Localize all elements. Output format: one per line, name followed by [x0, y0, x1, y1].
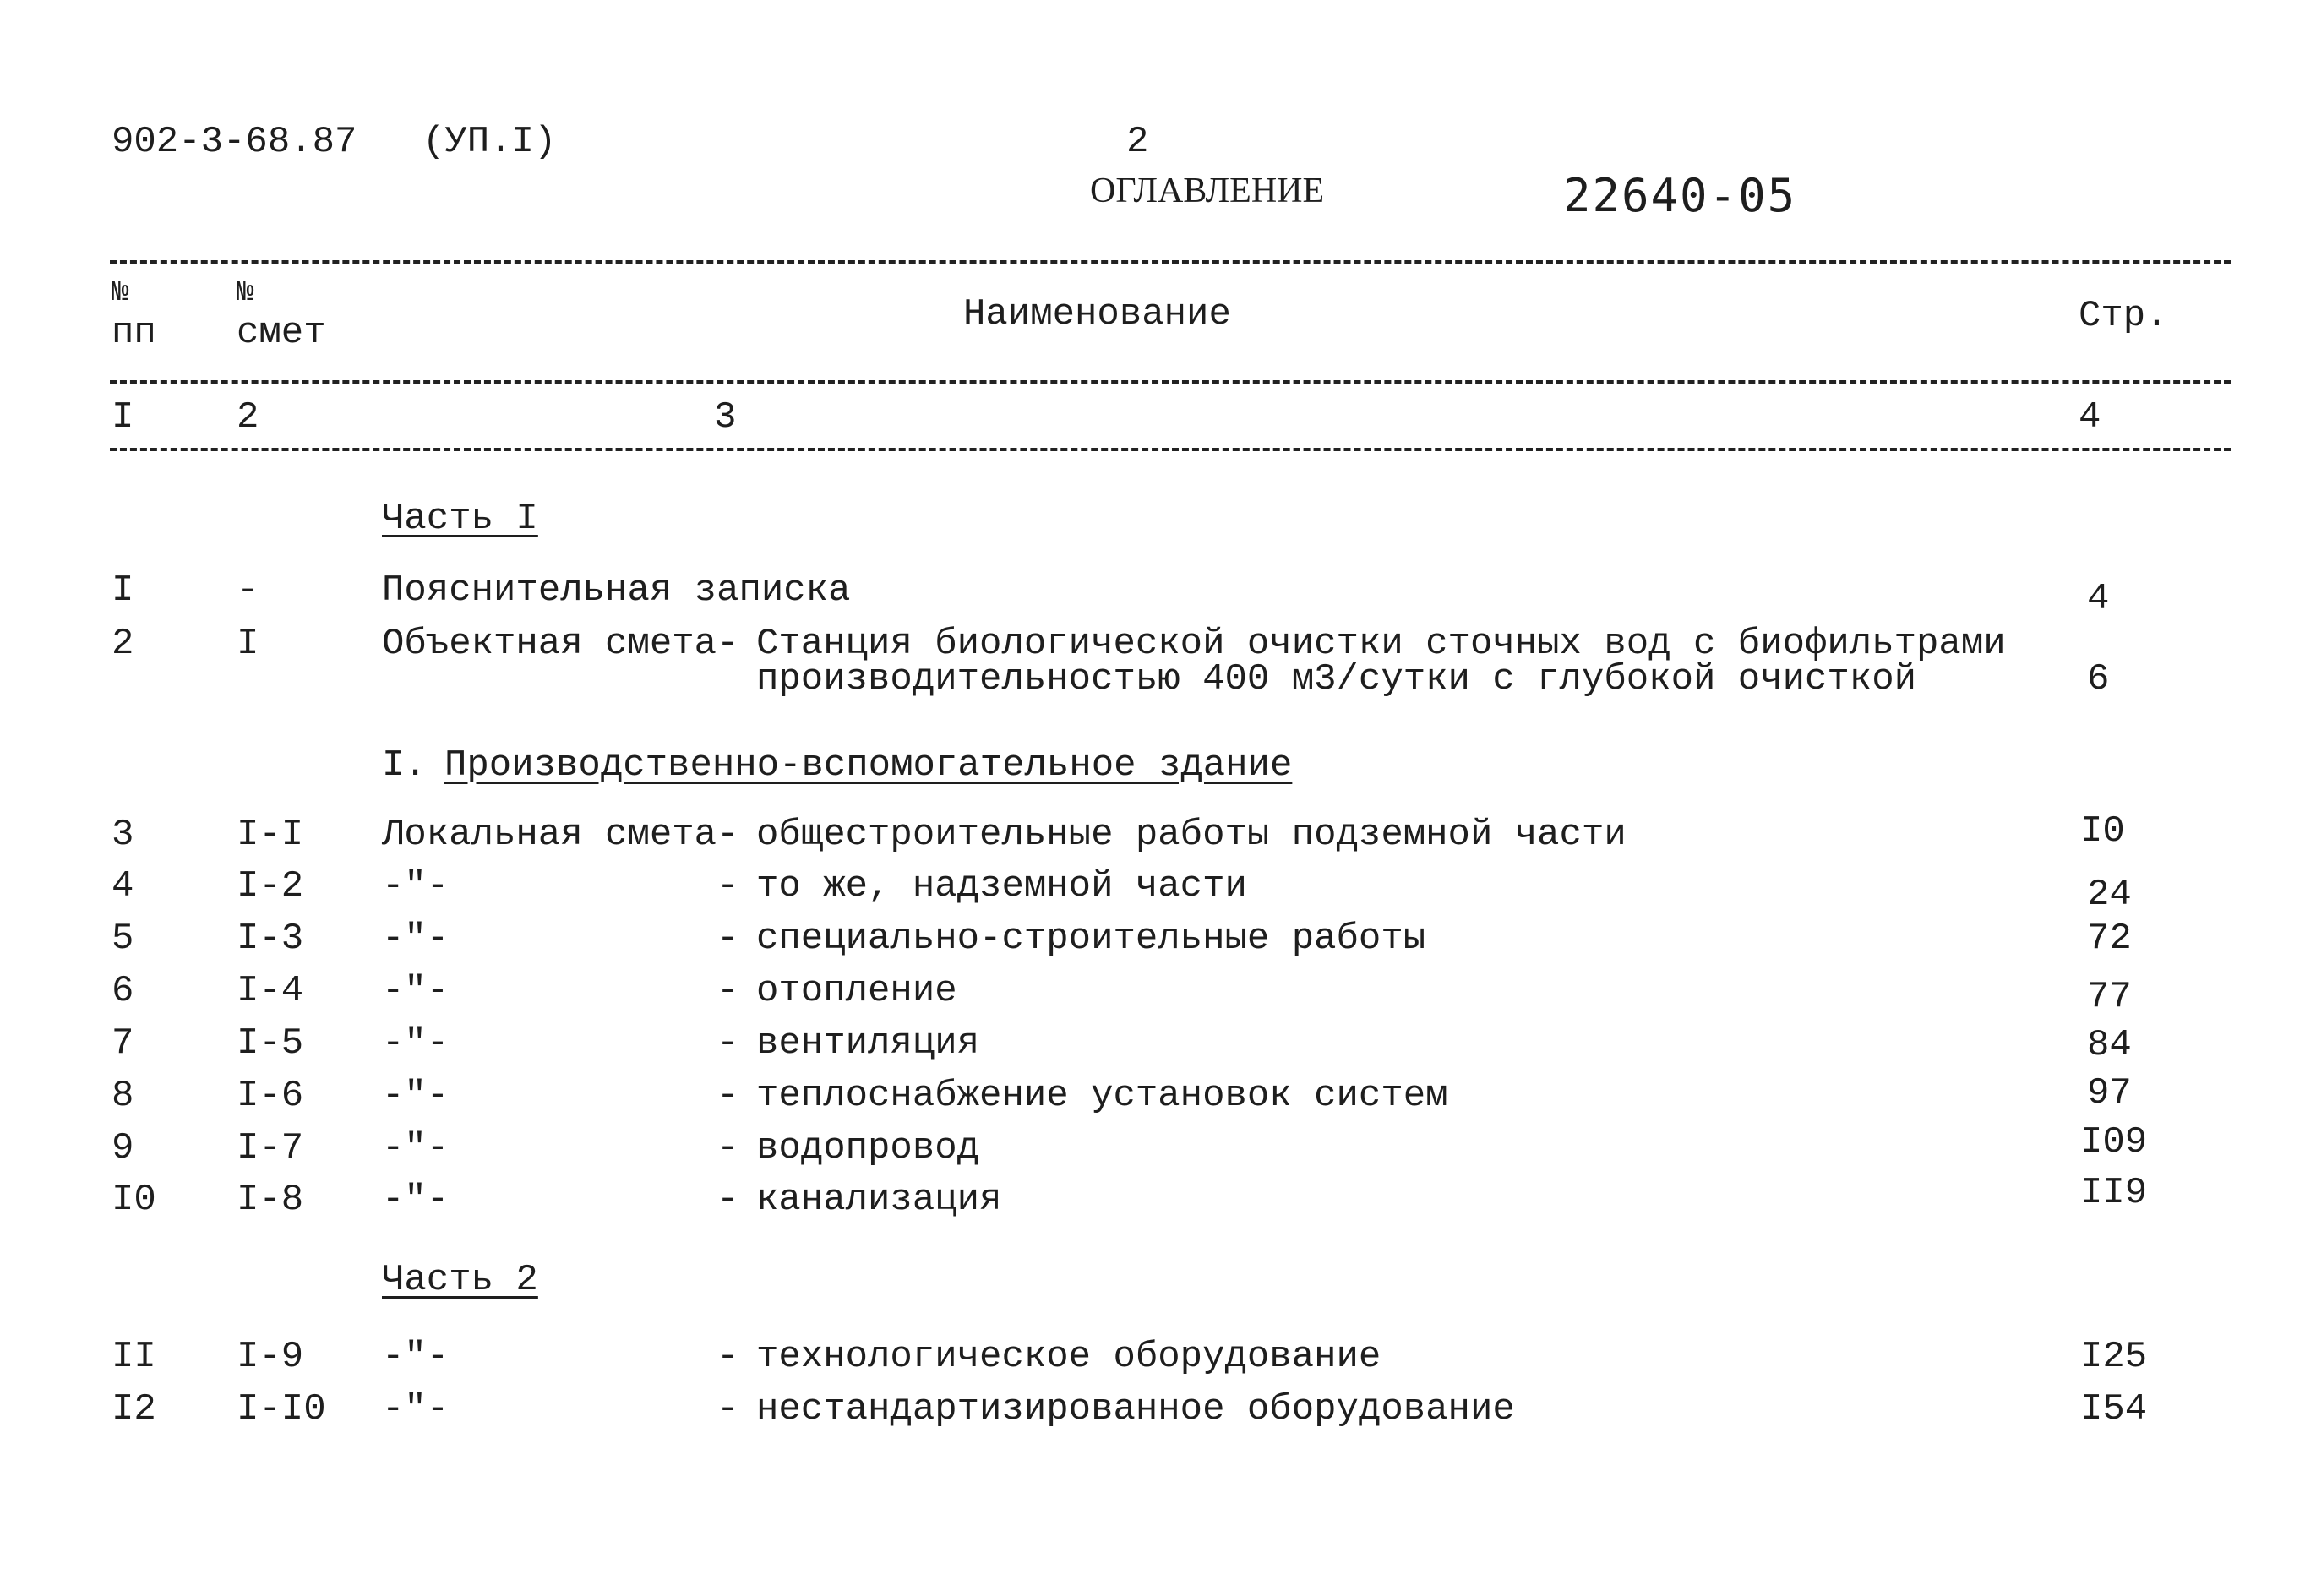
row-separator: - [717, 1388, 739, 1430]
col-page-header: Стр. [2079, 295, 2168, 337]
row-number: 2 [112, 623, 134, 665]
row-description: технологическое оборудование [756, 1336, 1381, 1378]
header-mid-rule [110, 380, 2231, 384]
row-description-line2: производительностью 400 м3/сутки с глубокой очисткой [756, 658, 1917, 700]
smeta-number: I-I0 [237, 1388, 326, 1430]
row-page: I09 [2080, 1121, 2148, 1163]
smeta-number: - [237, 569, 259, 612]
header-top-rule [110, 260, 2231, 264]
row-number: 6 [112, 970, 134, 1012]
part1-heading: Часть I [382, 498, 538, 540]
row-description: теплоснабжение установок систем [756, 1075, 1448, 1117]
col-smeta-label: смет [237, 312, 326, 354]
row-page: 4 [2087, 578, 2110, 620]
row-page: I54 [2080, 1388, 2148, 1430]
row-name: -"- [382, 1127, 450, 1169]
row-page: I0 [2080, 810, 2125, 852]
section1-heading: Производственно-вспомогательное здание [444, 744, 1293, 787]
column-number-2: 2 [237, 396, 259, 438]
document-code: 902-3-68.87 [112, 121, 357, 163]
row-description: отопление [756, 970, 957, 1012]
row-number: 4 [112, 865, 134, 907]
smeta-number: I-9 [237, 1336, 304, 1378]
row-page: 72 [2087, 918, 2132, 960]
row-number: 3 [112, 814, 134, 856]
row-page: 84 [2087, 1024, 2132, 1066]
row-separator: - [717, 1179, 739, 1221]
col-num-label: пп [112, 312, 156, 354]
row-name: -"- [382, 1336, 450, 1378]
row-name: Объектная смета [382, 623, 717, 665]
column-number-3: 3 [714, 396, 737, 438]
row-name: Локальная смета [382, 814, 717, 856]
row-separator: - [717, 1075, 739, 1117]
row-description: водопровод [756, 1127, 980, 1169]
row-number: 5 [112, 918, 134, 960]
row-name: -"- [382, 865, 450, 907]
row-page: 97 [2087, 1072, 2132, 1114]
row-separator: - [717, 814, 739, 856]
row-separator: - [717, 1127, 739, 1169]
row-number: 9 [112, 1127, 134, 1169]
row-separator: - [717, 918, 739, 960]
row-description: общестроительные работы подземной части [756, 814, 1627, 856]
row-page: II9 [2080, 1172, 2148, 1214]
row-description: канализация [756, 1179, 1002, 1221]
row-number: I [112, 569, 134, 612]
col-smeta-symbol: № [237, 277, 254, 309]
row-separator: - [717, 865, 739, 907]
row-name: -"- [382, 1179, 450, 1221]
row-number: II [112, 1336, 156, 1378]
header-bottom-rule [110, 448, 2231, 451]
smeta-number: I-I [237, 814, 304, 856]
smeta-number: I [237, 623, 259, 665]
row-page: 6 [2087, 658, 2110, 700]
row-name: -"- [382, 918, 450, 960]
row-page: 77 [2087, 976, 2132, 1018]
row-number: 7 [112, 1022, 134, 1065]
page-title: ОГЛАВЛЕНИЕ [1090, 172, 1325, 210]
row-description: специально-строительные работы [756, 918, 1426, 960]
row-name: -"- [382, 1022, 450, 1065]
row-name: -"- [382, 970, 450, 1012]
row-name: Пояснительная записка [382, 569, 851, 612]
row-page: I25 [2080, 1336, 2148, 1378]
inventory-number: 22640-05 [1563, 169, 1797, 222]
album-number: (УП.I) [422, 121, 557, 163]
row-name: -"- [382, 1075, 450, 1117]
smeta-number: I-5 [237, 1022, 304, 1065]
row-name: -"- [382, 1388, 450, 1430]
row-separator: - [717, 1336, 739, 1378]
row-description: вентиляция [756, 1022, 980, 1065]
smeta-number: I-7 [237, 1127, 304, 1169]
smeta-number: I-2 [237, 865, 304, 907]
part2-heading: Часть 2 [382, 1259, 538, 1301]
col-num-symbol: № [112, 277, 129, 309]
row-separator: - [717, 1022, 739, 1065]
row-number: I2 [112, 1388, 156, 1430]
row-description-line1: Станция биологической очистки сточных вод с биофильтрами [756, 623, 2006, 665]
row-separator: - [717, 970, 739, 1012]
row-page: 24 [2087, 874, 2132, 916]
col-name-header: Наименование [963, 293, 1231, 335]
smeta-number: I-6 [237, 1075, 304, 1117]
row-number: 8 [112, 1075, 134, 1117]
smeta-number: I-4 [237, 970, 304, 1012]
column-number-4: 4 [2079, 396, 2101, 438]
row-separator: - [717, 623, 739, 665]
row-description: то же, надземной части [756, 865, 1247, 907]
smeta-number: I-3 [237, 918, 304, 960]
section1-prefix: I. [382, 744, 427, 787]
column-number-1: I [112, 396, 134, 438]
page-number: 2 [1126, 121, 1149, 163]
smeta-number: I-8 [237, 1179, 304, 1221]
row-description: нестандартизированное оборудование [756, 1388, 1515, 1430]
row-number: I0 [112, 1179, 156, 1221]
